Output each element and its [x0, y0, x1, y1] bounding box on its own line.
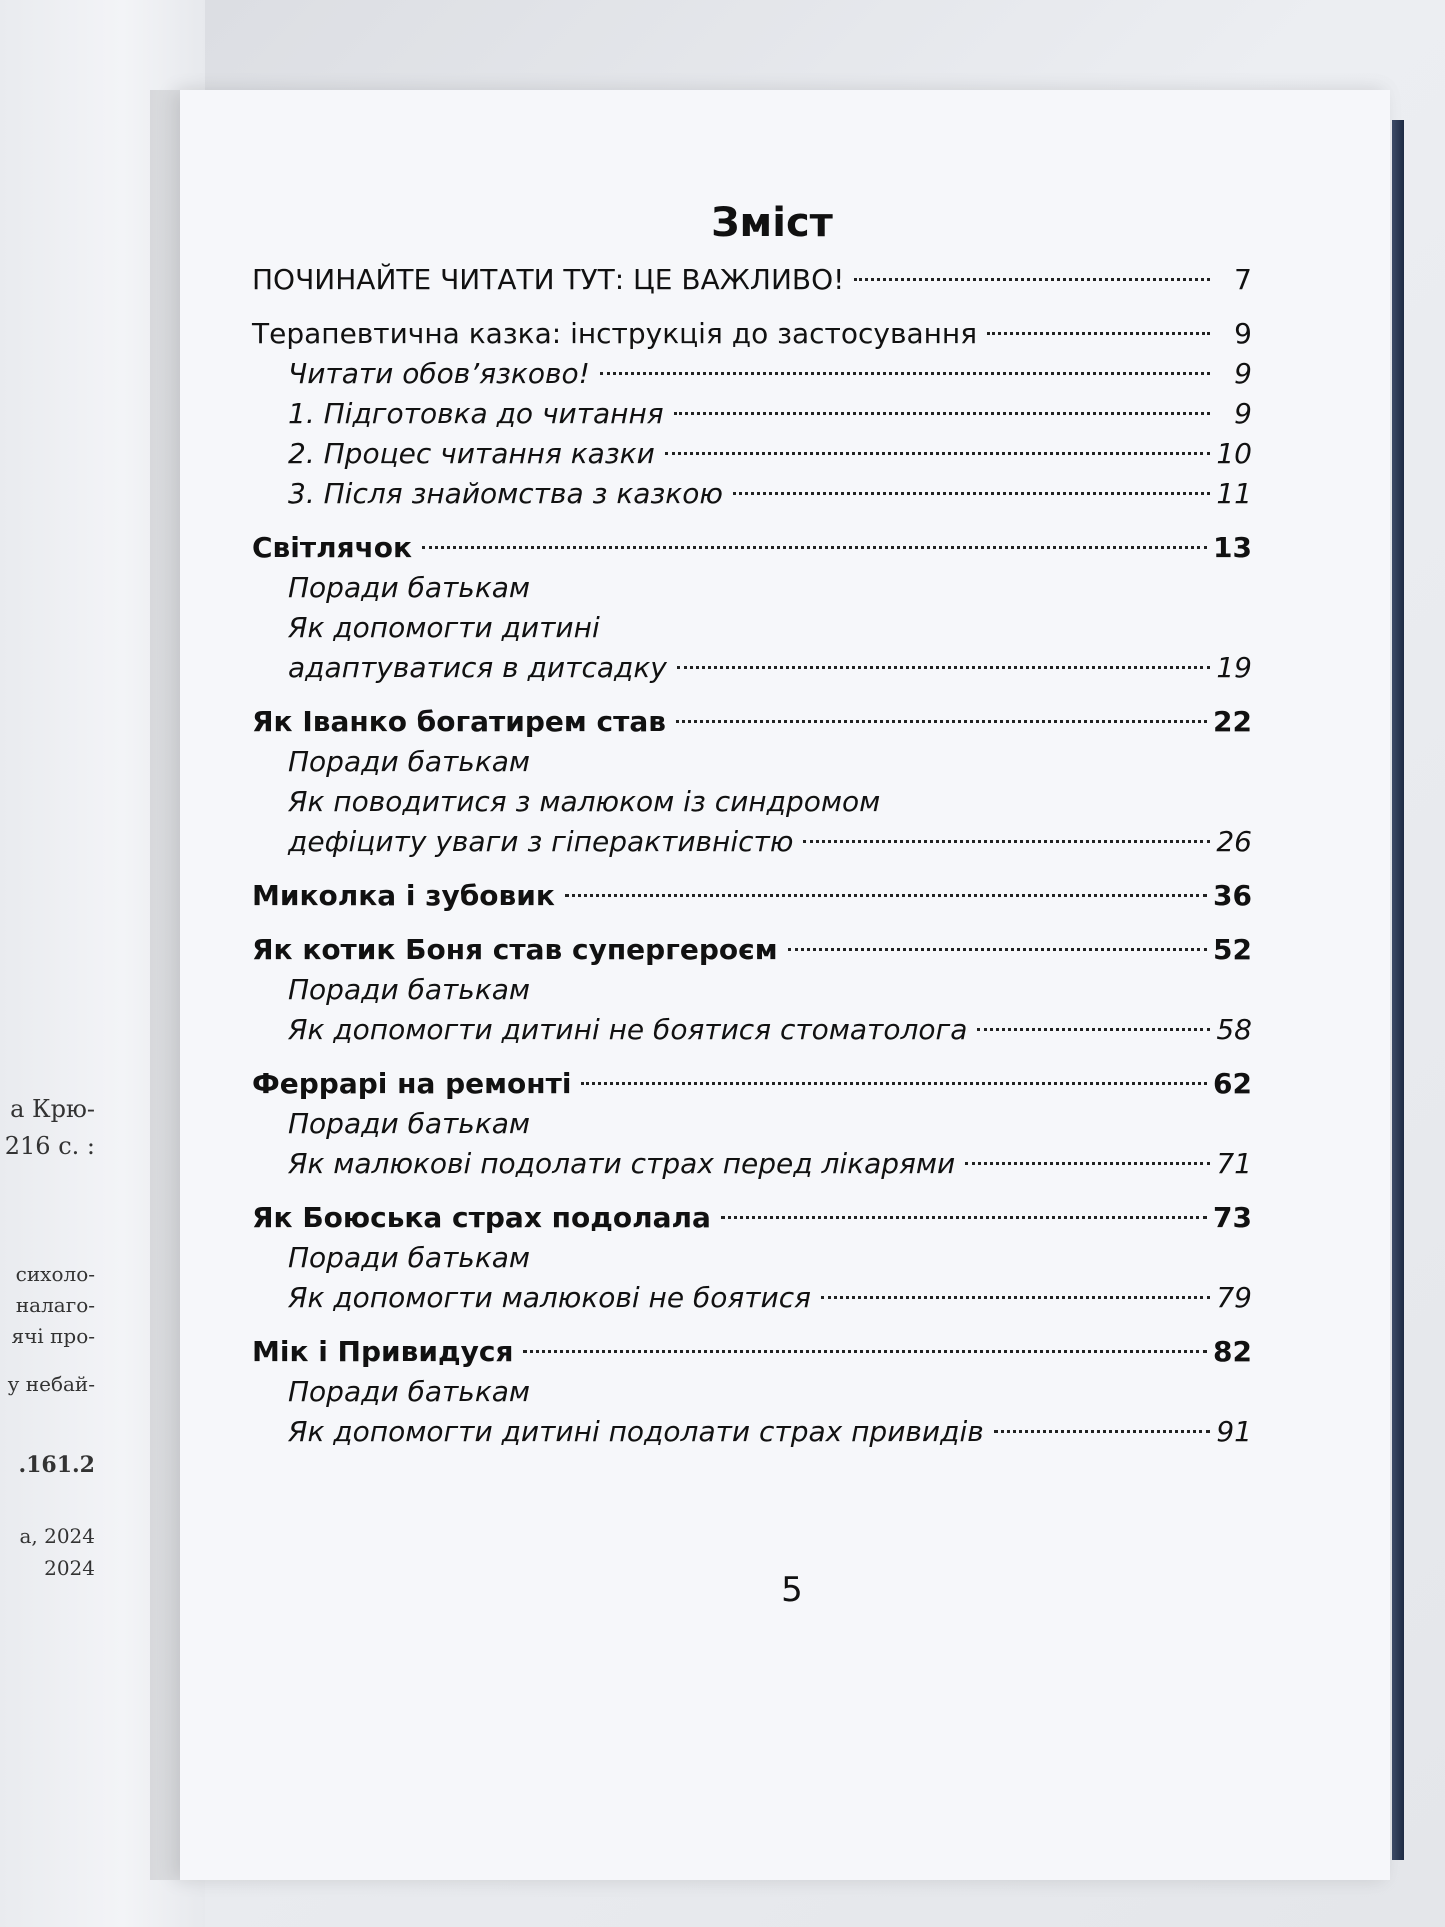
toc-entry: [252, 1010, 1252, 1050]
dot-leader: [987, 332, 1210, 335]
toc-entry-line: Як допомогти дитині: [288, 611, 600, 644]
left-page-text-fragment: а Крю-: [10, 1095, 95, 1123]
toc-entry: [252, 1064, 1252, 1104]
left-page-text-fragment: а, 2024: [19, 1524, 95, 1548]
toc-entry-label: Як допомогти малюкові не боятися: [288, 1281, 811, 1314]
toc-entry-line: Поради батькам: [288, 1375, 531, 1408]
toc-entry: [252, 314, 1252, 354]
toc-entry-label: 2. Процес читання казки: [288, 437, 655, 470]
left-page-text-fragment: 216 с. :: [4, 1132, 95, 1160]
toc-entry-label: дефіциту уваги з гіперактивністю: [288, 825, 794, 858]
left-page-text-fragment: у небай-: [7, 1372, 95, 1396]
dot-leader: [677, 666, 1210, 669]
toc-entry-page: 73: [1213, 1201, 1252, 1234]
left-page-text-fragment: .161.2: [18, 1452, 95, 1478]
dot-leader: [721, 1216, 1207, 1219]
toc-entry: [252, 702, 1252, 742]
toc-entry: [252, 1332, 1252, 1372]
toc-entry-page: 82: [1213, 1335, 1252, 1368]
toc-entry-label: Терапевтична казка: інструкція до застосування: [252, 317, 978, 350]
toc-entry-page: 91: [1216, 1415, 1252, 1448]
toc-entry-label: 1. Підготовка до читання: [288, 397, 664, 430]
dot-leader: [674, 412, 1210, 415]
toc-entry: [252, 1412, 1252, 1452]
toc-entry-page: 58: [1216, 1013, 1252, 1046]
dot-leader: [803, 840, 1210, 843]
toc-title: Зміст: [711, 200, 833, 246]
dot-leader: [676, 720, 1207, 723]
toc-entry: [252, 434, 1252, 474]
dot-leader: [565, 894, 1207, 897]
toc-entry-label: Як допомогти дитині подолати страх привидів: [288, 1415, 984, 1448]
toc-entry-page: 26: [1216, 825, 1252, 858]
left-page-text-fragment: 2024: [44, 1556, 95, 1580]
table-of-contents: [252, 200, 1252, 1610]
toc-entry-label: Читати обов’язково!: [288, 357, 590, 390]
toc-entry-page: 52: [1213, 933, 1252, 966]
toc-entry: [252, 394, 1252, 434]
toc-entry-label: Як котик Боня став супергероєм: [252, 933, 778, 966]
dot-leader: [665, 452, 1210, 455]
toc-entry-line: Поради батькам: [288, 1241, 531, 1274]
toc-entry-page: 9: [1234, 357, 1252, 390]
toc-entry-page: 10: [1216, 437, 1252, 470]
book-cover-edge: [1392, 120, 1404, 1860]
toc-entry-page: 79: [1216, 1281, 1252, 1314]
dot-leader: [600, 372, 1210, 375]
toc-entry-page: 71: [1216, 1147, 1252, 1180]
toc-entry-label: 3. Після знайомства з казкою: [288, 477, 723, 510]
toc-list: [252, 260, 1252, 1452]
toc-entry: [252, 1144, 1252, 1184]
toc-entry: [252, 474, 1252, 514]
page-number: 5: [781, 1570, 803, 1610]
dot-leader: [854, 278, 1210, 281]
dot-leader: [977, 1028, 1210, 1031]
toc-entry-label: Як допомогти дитині не боятися стоматолога: [288, 1013, 968, 1046]
toc-entry-line: Поради батькам: [288, 1107, 531, 1140]
toc-entry-line: Поради батькам: [288, 973, 531, 1006]
dot-leader: [422, 546, 1207, 549]
toc-entry-page: 13: [1213, 531, 1252, 564]
toc-entry-label: Мік і Привидуся: [252, 1335, 514, 1368]
toc-entry-label: Як Боюська страх подолала: [252, 1201, 711, 1234]
toc-entry-label: Феррарі на ремонті: [252, 1067, 572, 1100]
dot-leader: [965, 1162, 1210, 1165]
toc-entry-line: Поради батькам: [288, 571, 531, 604]
toc-entry-label: Миколка і зубовик: [252, 879, 555, 912]
toc-entry: [252, 1198, 1252, 1238]
toc-entry-page: 7: [1234, 263, 1252, 296]
left-page-text-fragment: налаго-: [15, 1293, 95, 1317]
toc-entry: [252, 528, 1252, 568]
toc-entry-page: 62: [1213, 1067, 1252, 1100]
toc-entry: [252, 930, 1252, 970]
toc-entry-line: Поради батькам: [288, 745, 531, 778]
toc-entry-page: 9: [1234, 397, 1252, 430]
toc-entry-label: ПОЧИНАЙТЕ ЧИТАТИ ТУТ: ЦЕ ВАЖЛИВО!: [252, 263, 845, 296]
toc-entry: [252, 876, 1252, 916]
toc-entry-page: 9: [1234, 317, 1252, 350]
left-page-text-fragment: сихоло-: [15, 1262, 95, 1286]
toc-entry-page: 11: [1216, 477, 1252, 510]
toc-entry-page: 19: [1216, 651, 1252, 684]
toc-entry-line: Як поводитися з малюком із синдромом: [288, 785, 881, 818]
toc-entry: [252, 260, 1252, 300]
dot-leader: [821, 1296, 1210, 1299]
toc-entry-page: 36: [1213, 879, 1252, 912]
toc-entry: [252, 1278, 1252, 1318]
dot-leader: [581, 1082, 1207, 1085]
toc-entry: [252, 648, 1252, 688]
dot-leader: [788, 948, 1207, 951]
toc-entry-label: Як малюкові подолати страх перед лікарями: [288, 1147, 956, 1180]
toc-entry-label: Світлячок: [252, 531, 413, 564]
left-page-text-fragment: ячі про-: [11, 1324, 95, 1348]
toc-entry: [252, 822, 1252, 862]
dot-leader: [994, 1430, 1210, 1433]
toc-entry-page: 22: [1213, 705, 1252, 738]
toc-entry-label: Як Іванко богатирем став: [252, 705, 666, 738]
toc-entry: [252, 354, 1252, 394]
toc-entry-label: адаптуватися в дитсадку: [288, 651, 667, 684]
dot-leader: [733, 492, 1210, 495]
dot-leader: [523, 1350, 1207, 1353]
